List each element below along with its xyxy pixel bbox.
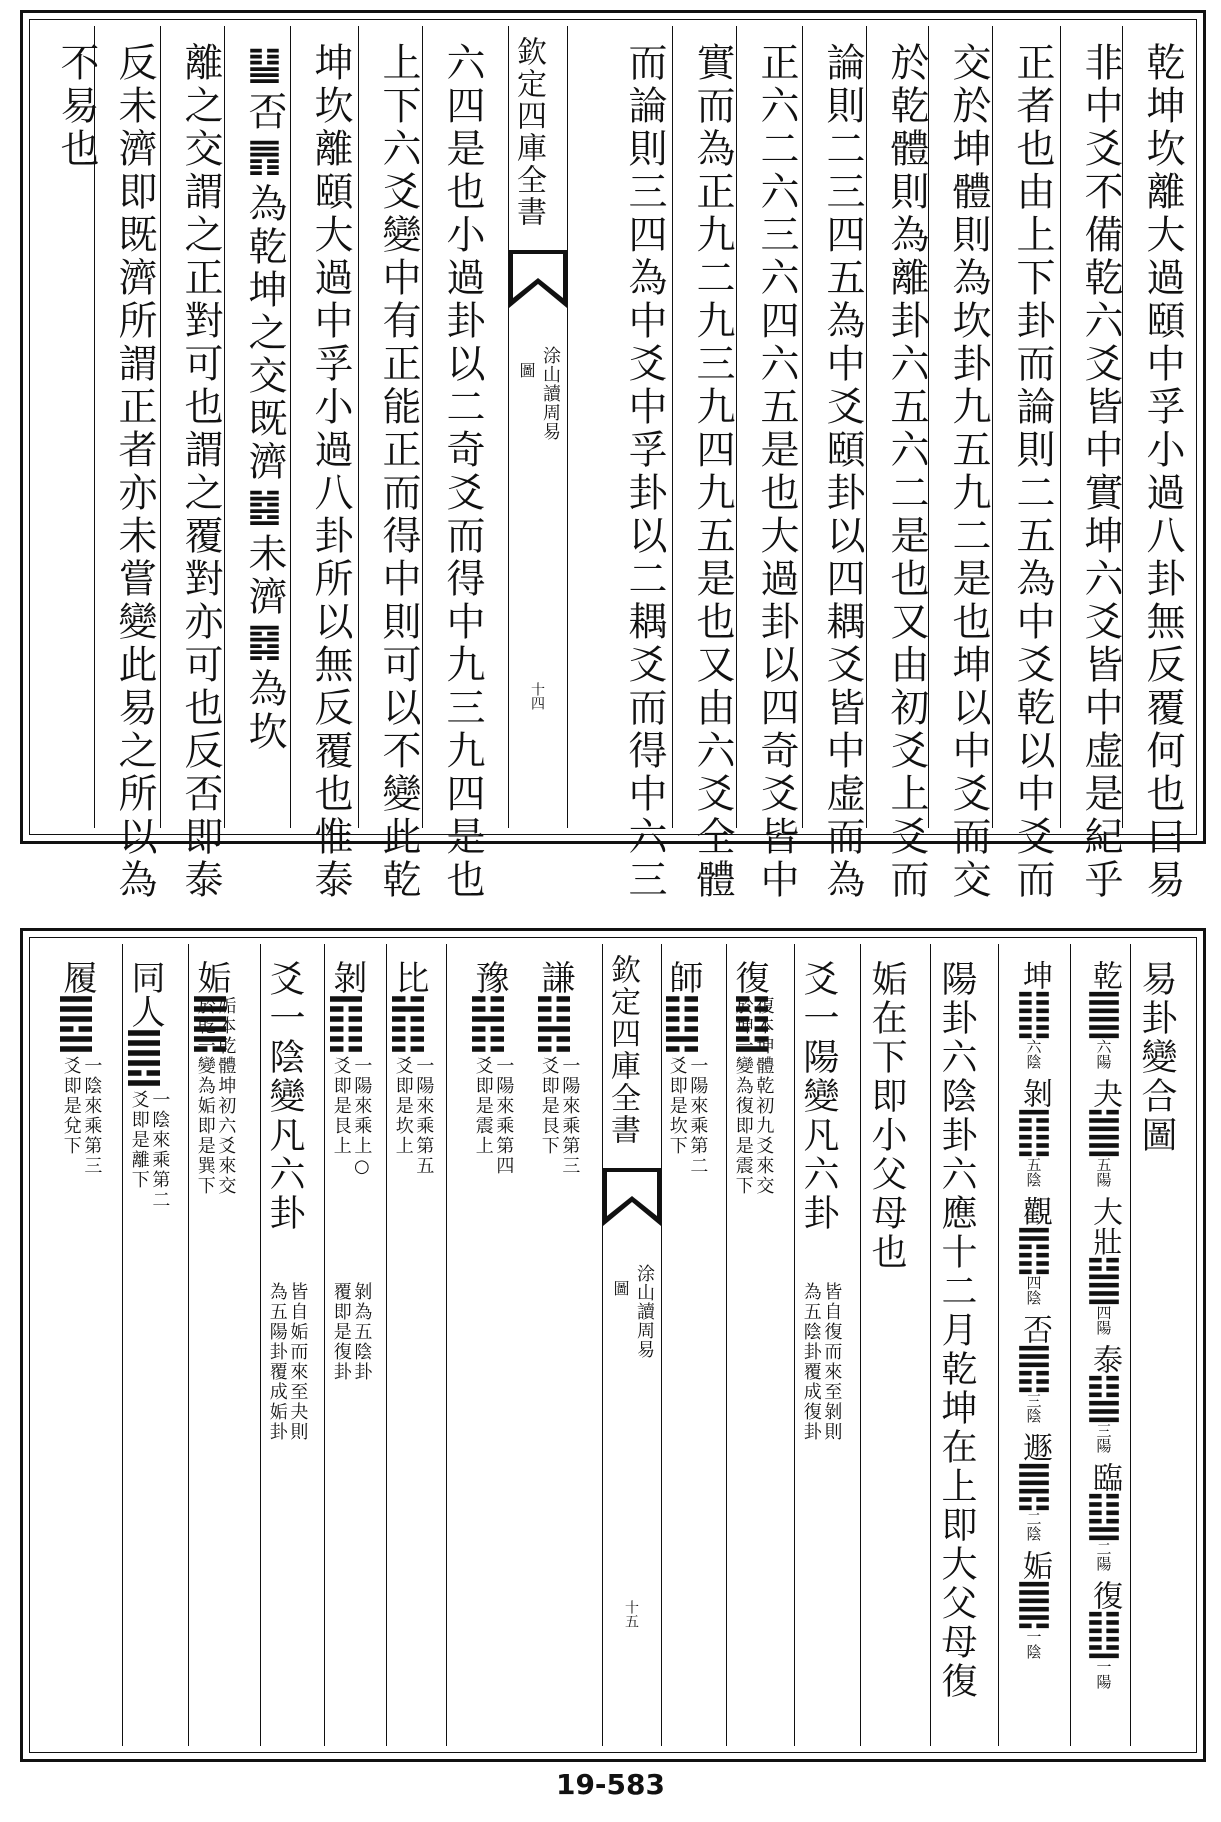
hexagram-yu-name: 豫 xyxy=(469,960,509,994)
hexagram-polarity: 陰 xyxy=(1026,1407,1042,1425)
hexagram-bo-symbol xyxy=(330,994,362,1054)
hexagram-shi-name: 師 xyxy=(663,960,703,994)
text-column: 於乾體則為離卦六五六二是也又由初爻上爻而 xyxy=(884,42,929,902)
hexagram-name: 否 xyxy=(1017,1314,1052,1344)
hexagram-qian-note-2: 爻即是艮下 xyxy=(538,1056,560,1156)
hexagram-name: 大壯 xyxy=(1087,1196,1122,1256)
yin-change-heading-text: 爻一陰變凡六卦 xyxy=(264,960,305,1233)
hexagram-line-count: 一 xyxy=(1026,1628,1042,1646)
hexagram-shi-note-2: 爻即是坎下 xyxy=(666,1056,688,1156)
intro-column-1 xyxy=(938,960,994,1738)
bottom-band-page-number: 十五 xyxy=(623,1600,639,1628)
hexagram-group xyxy=(1076,1580,1132,1690)
hexagram-group xyxy=(1076,960,1132,1070)
top-fishtail-mark xyxy=(509,250,567,308)
hexagram-fu-entry xyxy=(729,960,792,1738)
hexagram-polarity: 陽 xyxy=(1096,1171,1112,1189)
hexagram-bi-note-1: 一陽來乘第五 xyxy=(413,1056,435,1176)
hexagram-bo-entry xyxy=(327,960,386,1738)
yang-change-heading xyxy=(800,960,856,1738)
hexagram-bi-entry xyxy=(389,960,446,1738)
hexagram-symbol xyxy=(1019,1462,1049,1512)
chart-title-column xyxy=(1138,960,1198,1738)
top-center-band xyxy=(508,26,568,828)
hexagram-symbol xyxy=(1019,1344,1049,1394)
hexagram-bi-note-2: 爻即是坎上 xyxy=(392,1056,414,1156)
hexagram-bi-name: 比 xyxy=(389,960,429,994)
hexagram-polarity: 陰 xyxy=(1026,1171,1042,1189)
text-column: 實而為正九二九三九四九五是也又由六爻全體 xyxy=(690,42,735,902)
yang-change-heading-text: 爻一陽變凡六卦 xyxy=(798,960,839,1233)
hexagram-line-count: 六 xyxy=(1026,1038,1042,1056)
bottom-band-title: 欽定四庫全書 xyxy=(605,954,640,1146)
hexagram-qian-note-1: 一陽來乘第三 xyxy=(559,1056,581,1176)
hexagram-qian-entry xyxy=(535,960,598,1738)
text-column: 上下六爻變中有正能正而得中則可以不變此乾 xyxy=(376,42,421,902)
intro-text-2: 姤在下即小父母也 xyxy=(866,960,907,1272)
top-band-title: 欽定四庫全書 xyxy=(511,36,546,228)
hexagram-lu-note-1: 一陰來乘第三 xyxy=(81,1056,103,1176)
hexagram-name: 坤 xyxy=(1017,960,1052,990)
top-page-frame xyxy=(29,19,1197,902)
text-column: ䷊否䷋為乾坤之交既濟䷾未濟䷿為坎 xyxy=(242,42,287,754)
hexagram-tongren-symbol xyxy=(128,1028,160,1088)
hexagram-name: 乾 xyxy=(1087,960,1122,990)
hexagram-polarity: 陽 xyxy=(1096,1555,1112,1573)
hexagram-symbol xyxy=(1089,990,1119,1040)
hexagram-gou-note-2: 於乾一變為姤即是巽下 xyxy=(194,996,216,1196)
hexagram-name: 剝 xyxy=(1017,1078,1052,1108)
hexagram-polarity: 陰 xyxy=(1026,1289,1042,1307)
top-band-subtitle: 涂山讀周易 xyxy=(540,346,561,441)
hexagram-symbol xyxy=(1089,1374,1119,1424)
text-column: 離之交謂之正對可也謂之覆對亦可也反否即泰 xyxy=(178,42,223,902)
hexagram-symbol xyxy=(1089,1492,1119,1542)
hexagram-line-count: 五 xyxy=(1026,1156,1042,1174)
hexagram-bo-note-4: 覆即是復卦 xyxy=(330,1282,352,1382)
yang-hexagram-sequence xyxy=(1076,960,1132,1690)
hexagram-group xyxy=(1004,960,1064,1070)
yin-heading-note-1: 皆自姤而來至夬則 xyxy=(287,1282,309,1442)
bottom-center-band xyxy=(602,944,662,1746)
top-band-page-number: 十四 xyxy=(529,682,545,710)
hexagram-group xyxy=(1004,1196,1064,1306)
hexagram-name: 遯 xyxy=(1017,1432,1052,1462)
hexagram-lu-note-2: 爻即是兌下 xyxy=(60,1056,82,1156)
hexagram-lu-name: 履 xyxy=(57,960,97,994)
hexagram-line-count: 三 xyxy=(1026,1392,1042,1410)
hexagram-symbol xyxy=(1089,1610,1119,1660)
hexagram-line-count: 二 xyxy=(1026,1510,1042,1528)
hexagram-gou-name: 姤 xyxy=(191,960,231,994)
hexagram-polarity: 陽 xyxy=(1096,1319,1112,1337)
top-page xyxy=(20,10,1206,902)
hexagram-line-count: 二 xyxy=(1096,1540,1112,1558)
hexagram-polarity: 陽 xyxy=(1096,1673,1112,1691)
text-column: 而論則三四為中爻中孚卦以二耦爻而得中六三 xyxy=(622,42,667,902)
hexagram-symbol xyxy=(1019,1108,1049,1158)
hexagram-tongren-name: 同人 xyxy=(125,960,165,1028)
hexagram-polarity: 陽 xyxy=(1096,1437,1112,1455)
hexagram-lu-entry xyxy=(57,960,118,1738)
hexagram-tongren-note-2: 爻即是離下 xyxy=(128,1090,150,1190)
yin-change-heading xyxy=(266,960,322,1738)
bottom-band-subtitle: 涂山讀周易 xyxy=(634,1264,655,1359)
hexagram-yu-entry xyxy=(469,960,532,1738)
hexagram-yu-note-2: 爻即是震上 xyxy=(472,1056,494,1156)
hexagram-yu-symbol xyxy=(472,994,504,1054)
text-column: 正者也由上下卦而論則二五為中爻乾以中爻而 xyxy=(1010,42,1055,902)
hexagram-name: 臨 xyxy=(1087,1462,1122,1492)
hexagram-yu-note-1: 一陽來乘第四 xyxy=(493,1056,515,1176)
hexagram-fu-name: 復 xyxy=(729,960,769,994)
hexagram-group xyxy=(1004,1550,1064,1660)
text-column: 六四是也小過卦以二奇爻而得中九三九四是也 xyxy=(440,42,485,902)
hexagram-bo-name: 剝 xyxy=(327,960,367,994)
hexagram-group xyxy=(1004,1314,1064,1424)
hexagram-shi-symbol xyxy=(666,994,698,1054)
hexagram-group xyxy=(1076,1462,1132,1572)
hexagram-group xyxy=(1076,1344,1132,1454)
text-column: 交於坤體則為坎卦九五九二是也坤以中爻而交 xyxy=(946,42,991,902)
hexagram-symbol xyxy=(1089,1108,1119,1158)
text-column: 不易也 xyxy=(54,42,99,171)
bottom-page xyxy=(20,928,1206,1762)
text-column: 非中爻不備乾六爻皆中實坤六爻皆中虚是紀乎 xyxy=(1078,42,1123,902)
hexagram-lu-symbol xyxy=(60,994,92,1054)
intro-text-1: 陽卦六陰卦六應十二月乾坤在上即大父母復 xyxy=(936,960,977,1701)
hexagram-qian-symbol xyxy=(538,994,570,1054)
chart-title: 易卦變合圖 xyxy=(1136,960,1177,1155)
hexagram-tongren-note-1: 一陰來乘第二 xyxy=(149,1090,171,1210)
text-column: 坤坎離頤大過中孚小過八卦所以無反覆也惟泰 xyxy=(308,42,353,902)
text-column: 反未濟即既濟所謂正者亦未嘗變此易之所以為 xyxy=(112,42,157,902)
hexagram-line-count: 三 xyxy=(1096,1422,1112,1440)
hexagram-polarity: 陰 xyxy=(1026,1525,1042,1543)
hexagram-bo-note-1: 一陽來乘上○ xyxy=(351,1056,373,1179)
hexagram-bo-note-3: 剝為五陰卦 xyxy=(351,1282,373,1382)
hexagram-name: 夬 xyxy=(1087,1078,1122,1108)
hexagram-line-count: 五 xyxy=(1096,1156,1112,1174)
hexagram-line-count: 一 xyxy=(1096,1658,1112,1676)
hexagram-group xyxy=(1004,1432,1064,1542)
hexagram-group xyxy=(1004,1078,1064,1188)
yin-hexagram-row xyxy=(1004,960,1064,1738)
hexagram-group xyxy=(1076,1078,1132,1188)
yang-heading-note-2: 為五陰卦覆成復卦 xyxy=(800,1282,822,1442)
page-footer-number: 19-583 xyxy=(555,1768,666,1801)
hexagram-bo-note-2: 爻即是艮上 xyxy=(330,1056,352,1156)
text-column: 乾坤坎離大過頤中孚小過八卦無反覆何也曰易 xyxy=(1140,42,1185,902)
hexagram-bi-symbol xyxy=(392,994,424,1054)
bottom-page-frame xyxy=(29,937,1197,1753)
hexagram-polarity: 陰 xyxy=(1026,1053,1042,1071)
yin-heading-note-2: 為五陽卦覆成姤卦 xyxy=(266,1282,288,1442)
hexagram-name: 觀 xyxy=(1017,1196,1052,1226)
yang-hexagram-row xyxy=(1076,960,1132,1738)
bottom-band-figure-label: 圖 xyxy=(611,1280,630,1296)
hexagram-line-count: 四 xyxy=(1026,1274,1042,1292)
hexagram-symbol xyxy=(1019,990,1049,1040)
bottom-fishtail-mark xyxy=(603,1168,661,1226)
hexagram-symbol xyxy=(1019,1226,1049,1276)
hexagram-gou-entry xyxy=(191,960,256,1738)
hexagram-gou-note-1: 姤本乾體坤初六爻來交 xyxy=(215,996,237,1196)
hexagram-tongren-entry xyxy=(125,960,186,1738)
hexagram-symbol xyxy=(1089,1256,1119,1306)
text-column: 正六二六三六四六五是也大過卦以四奇爻皆中 xyxy=(754,42,799,902)
intro-column-2 xyxy=(868,960,924,1738)
hexagram-line-count: 四 xyxy=(1096,1304,1112,1322)
hexagram-name: 姤 xyxy=(1017,1550,1052,1580)
yang-heading-note-1: 皆自復而來至剝則 xyxy=(821,1282,843,1442)
hexagram-qian-name: 謙 xyxy=(535,960,575,994)
text-column: 論則二三四五為中爻頤卦以四耦爻皆中虚而為 xyxy=(820,42,865,902)
hexagram-fu-note-2: 於坤一變為復即是震下 xyxy=(732,996,754,1196)
hexagram-line-count: 六 xyxy=(1096,1038,1112,1056)
hexagram-symbol xyxy=(1019,1580,1049,1630)
hexagram-fu-note-1: 復本坤體乾初九爻來交 xyxy=(753,996,775,1196)
hexagram-shi-note-1: 一陽來乘第二 xyxy=(687,1056,709,1176)
hexagram-name: 泰 xyxy=(1087,1344,1122,1374)
hexagram-name: 復 xyxy=(1087,1580,1122,1610)
hexagram-polarity: 陰 xyxy=(1026,1643,1042,1661)
hexagram-polarity: 陽 xyxy=(1096,1053,1112,1071)
yin-hexagram-sequence xyxy=(1004,960,1064,1660)
hexagram-shi-entry xyxy=(663,960,726,1738)
hexagram-group xyxy=(1076,1196,1132,1336)
top-band-figure-label: 圖 xyxy=(517,362,536,378)
